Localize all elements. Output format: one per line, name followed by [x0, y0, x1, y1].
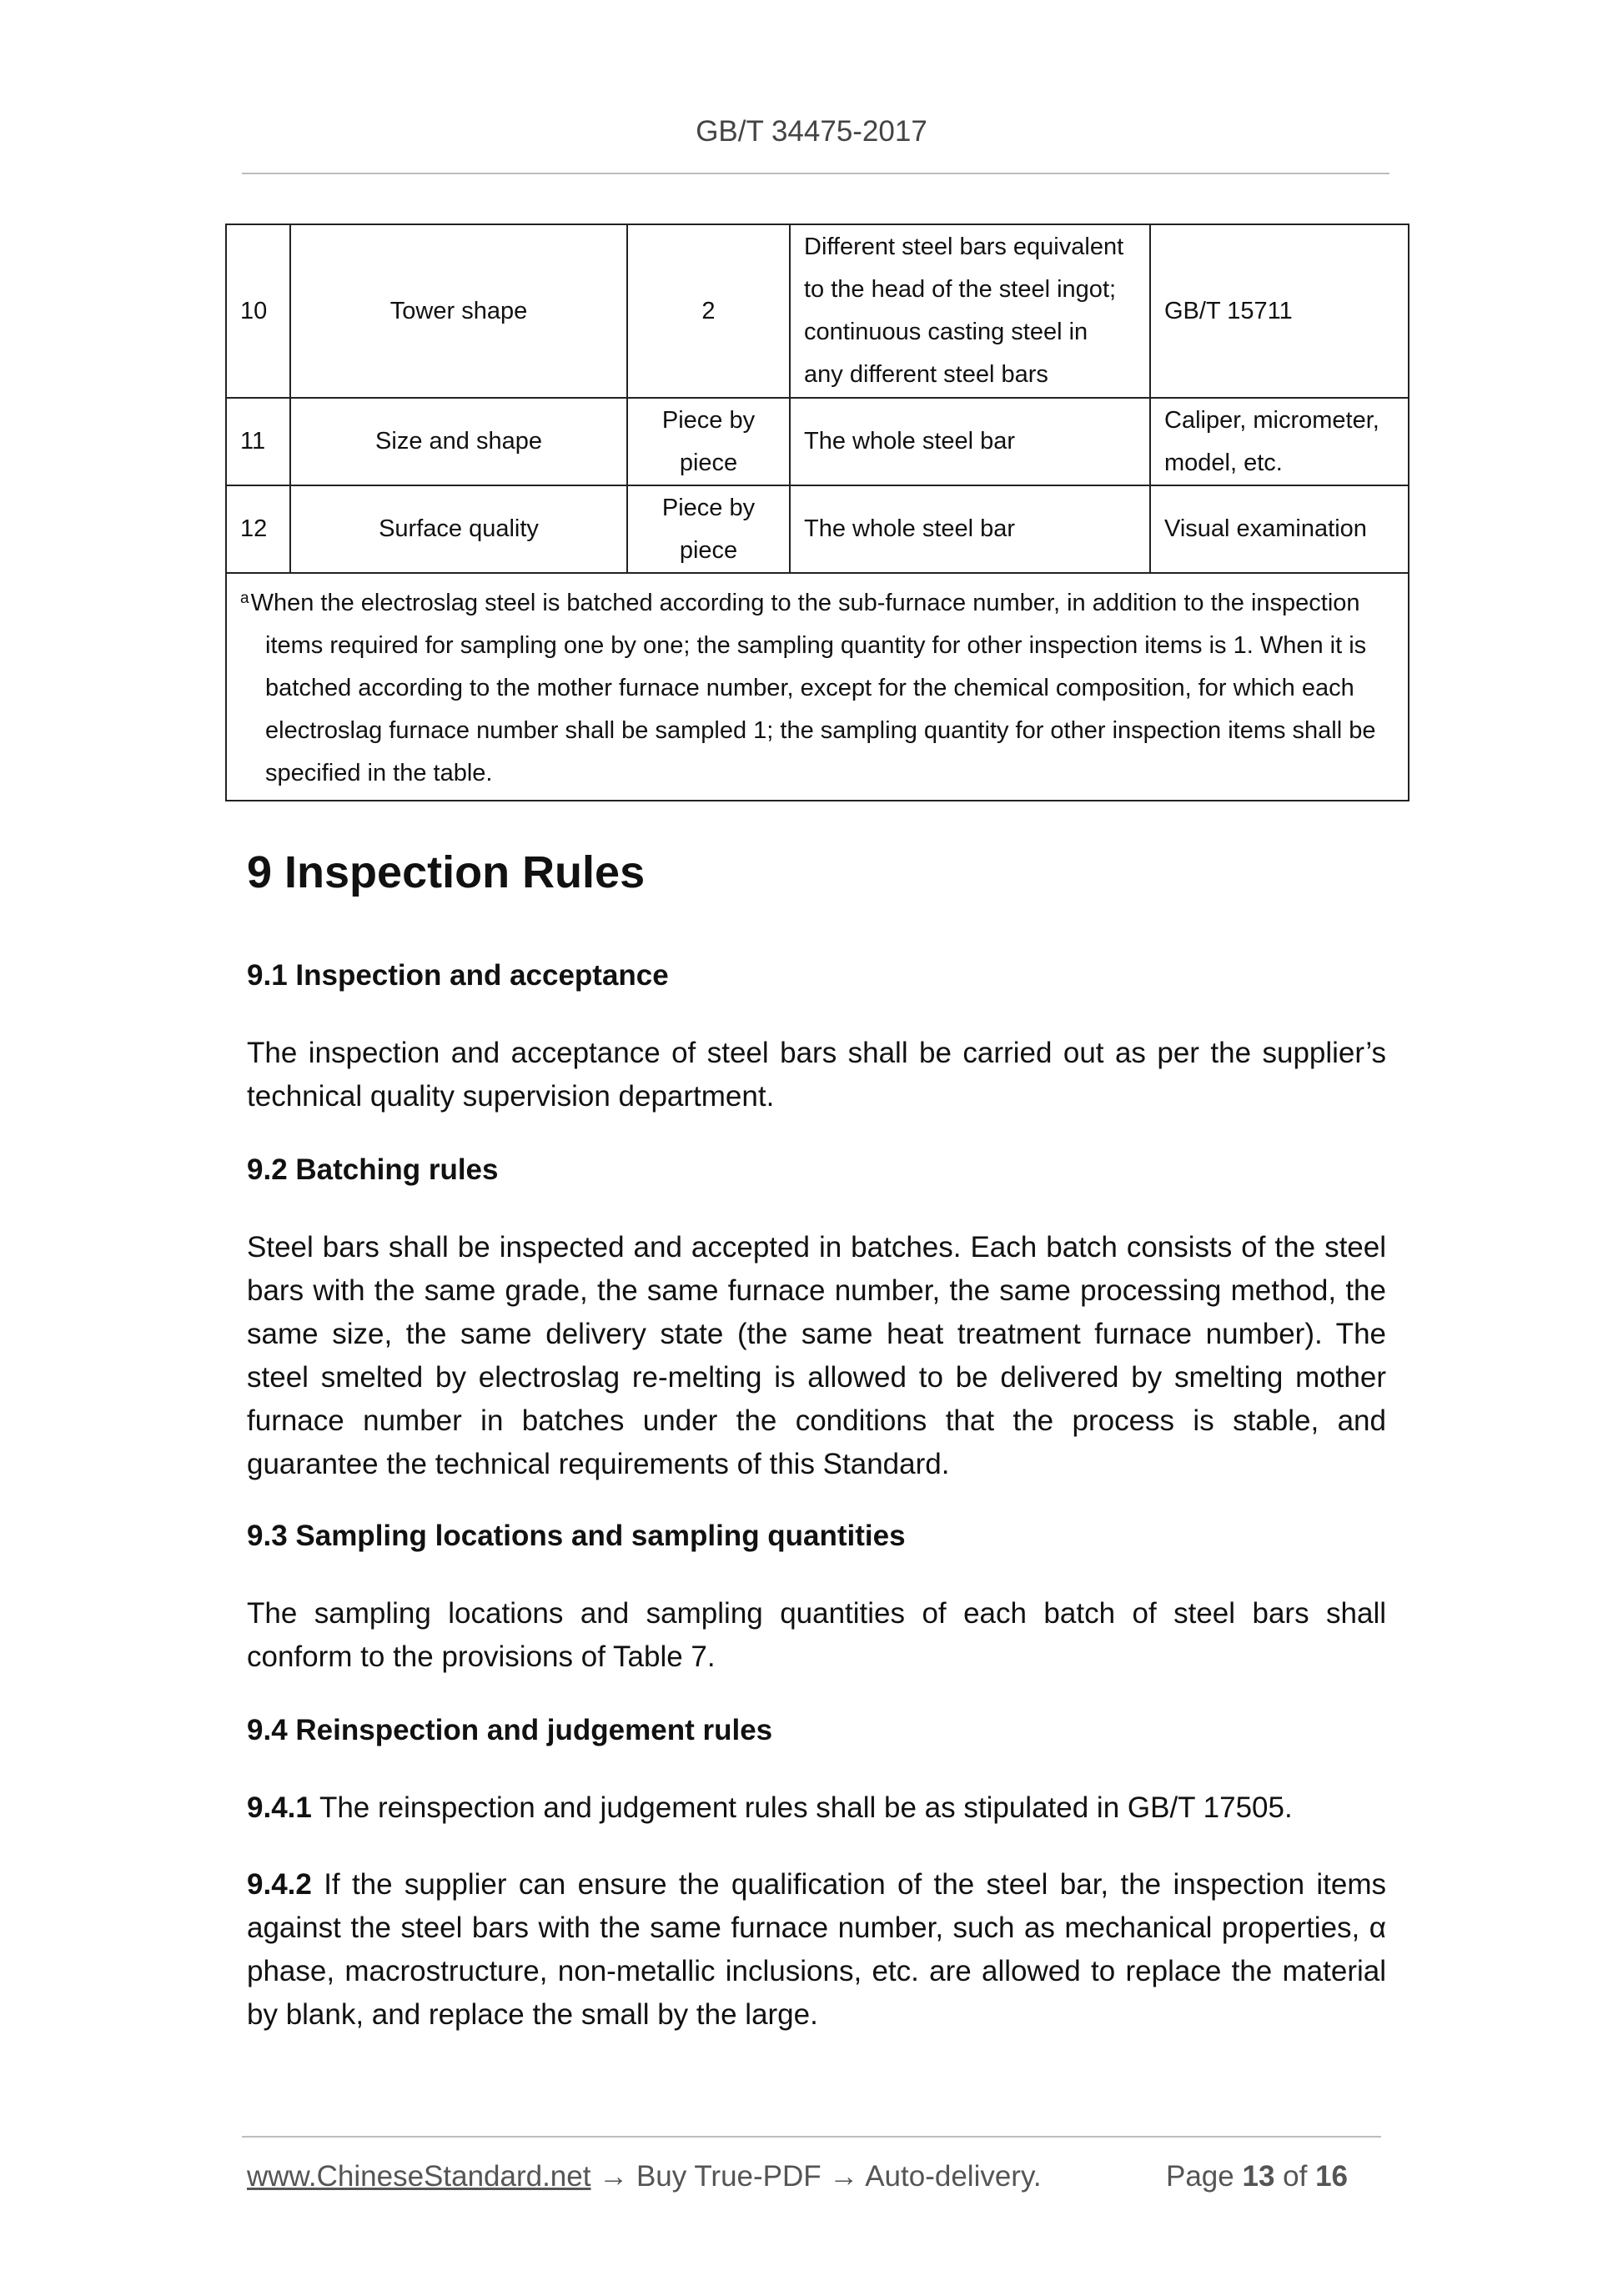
- cell-no: 12: [226, 485, 290, 573]
- cell-item: Size and shape: [290, 398, 627, 485]
- sampling-table: [225, 224, 1409, 801]
- heading-9-3: 9.3 Sampling locations and sampling quantities: [247, 1520, 906, 1552]
- website-link[interactable]: www.ChineseStandard.net: [247, 2160, 591, 2193]
- section-title: 9 Inspection Rules: [247, 847, 646, 897]
- table-footnote-row: [226, 573, 1409, 801]
- footnote-mark: a: [240, 590, 249, 607]
- cell-method: Visual examination: [1150, 485, 1409, 573]
- arrow-right-icon: →: [829, 2160, 859, 2193]
- header-divider: [242, 173, 1389, 174]
- paragraph-9-3: The sampling locations and sampling quantities of each batch of steel bars shall conform to the provisions of Table 7.: [247, 1597, 1386, 1673]
- cell-location: Different steel bars equivalent to the head of the steel ingot; continuous casting steel in any different steel bars: [790, 224, 1150, 398]
- cell-no: 11: [226, 398, 290, 485]
- paragraph-9-4-1: 9.4.1 The reinspection and judgement rules shall be as stipulated in GB/T 17505.: [247, 1791, 1293, 1824]
- cell-qty: Piece by piece: [627, 398, 790, 485]
- page-number: Page 13 of 16: [1166, 2160, 1349, 2193]
- cell-location: The whole steel bar: [790, 485, 1150, 573]
- paragraph-9-2: Steel bars shall be inspected and accepted in batches. Each batch consists of the steel bars with the same grade, the same furnace number, the same processing method, the same size, the same delivery state (the same heat treatment furnace number). The steel smelted by electroslag re-melting is allowed to be delivered by smelting mother furnace number in batches under the conditions that the process is stable, and guarantee the technical requirements of this Standard.: [247, 1231, 1386, 1480]
- cell-location: The whole steel bar: [790, 398, 1150, 485]
- cell-item: Surface quality: [290, 485, 627, 573]
- arrow-right-icon: →: [599, 2160, 629, 2193]
- cell-method: GB/T 15711: [1150, 224, 1409, 398]
- delivery-text: Auto-delivery.: [865, 2160, 1042, 2193]
- buy-text: Buy True-PDF: [636, 2160, 822, 2193]
- cell-qty: Piece by piece: [627, 485, 790, 573]
- cell-no: 10: [226, 224, 290, 398]
- cell-item: Tower shape: [290, 224, 627, 398]
- cell-method: Caliper, micrometer, model, etc.: [1150, 398, 1409, 485]
- paragraph-9-1: The inspection and acceptance of steel bars shall be carried out as per the supplier’s technical quality supervision department.: [247, 1037, 1386, 1113]
- footer-divider: [242, 2136, 1381, 2138]
- table-row: [226, 398, 1409, 485]
- table-footnote: $^a$When the electroslag steel is batched according to the sub-furnace number, in addition to the inspection items required for sampling one by one; the sampling quantity for other inspection items is 1. When it is batched according to the mother furnace number, except for the chemical composition, for which each electroslag furnace number shall be sampled 1; the sampling quantity for other inspection items shall be specified in the table.: [226, 573, 1409, 801]
- footer-promo: [247, 2160, 1042, 2193]
- heading-9-1: 9.1 Inspection and acceptance: [247, 959, 669, 992]
- page-header-doc-id: GB/T 34475-2017: [696, 115, 927, 148]
- table-row: [226, 485, 1409, 573]
- heading-9-4: 9.4 Reinspection and judgement rules: [247, 1714, 773, 1746]
- heading-9-2: 9.2 Batching rules: [247, 1153, 499, 1186]
- table-row: [226, 224, 1409, 398]
- paragraph-9-4-2: 9.4.2 If the supplier can ensure the qualification of the steel bar, the inspection items against the steel bars with the same furnace number, such as mechanical properties, α phase, macrostructure, non-metallic inclusions, etc. are allowed to replace the material by blank, and replace the small by the large.: [247, 1868, 1386, 2031]
- cell-qty: 2: [627, 224, 790, 398]
